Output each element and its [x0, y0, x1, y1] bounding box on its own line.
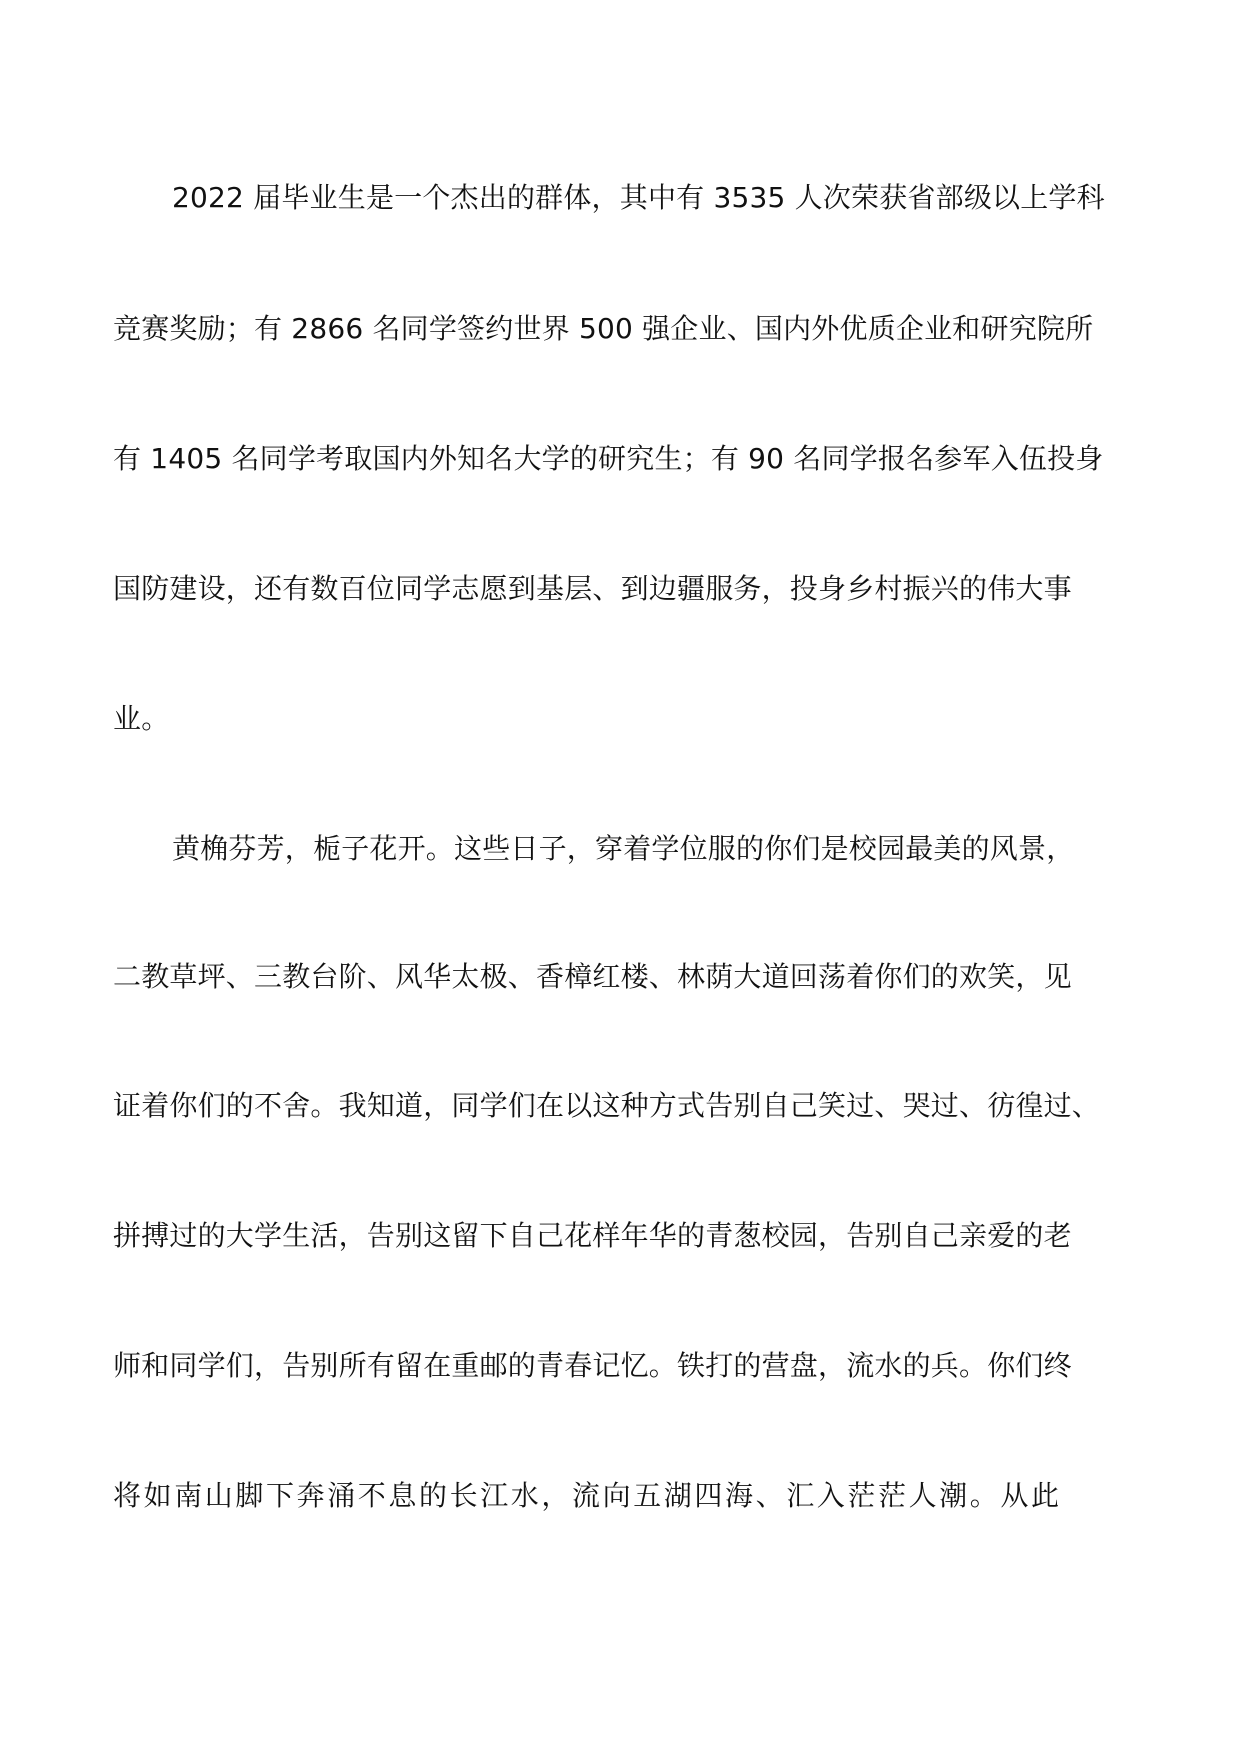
text-line: 国防建设，还有数百位同学志愿到基层、到边疆服务，投身乡村振兴的伟大事 — [113, 572, 1072, 605]
text-line: 有 1405 名同学考取国内外知名大学的研究生；有 90 名同学报名参军入伍投身 — [113, 442, 1104, 475]
text-line: 黄桷芬芳，栀子花开。这些日子，穿着学位服的你们是校园最美的风景， — [172, 832, 1075, 865]
text-line: 证着你们的不舍。我知道，同学们在以这种方式告别自己笑过、哭过、彷徨过、 — [113, 1089, 1101, 1122]
text-line: 将如南山脚下奔涌不息的长江水，流向五湖四海、汇入茫茫人潮。从此 — [113, 1479, 1062, 1512]
text-line: 师和同学们，告别所有留在重邮的青春记忆。铁打的营盘，流水的兵。你们终 — [113, 1349, 1072, 1382]
text-line: 2022 届毕业生是一个杰出的群体，其中有 3535 人次荣获省部级以上学科 — [172, 181, 1105, 214]
text-line: 业。 — [113, 702, 170, 735]
text-line: 竞赛奖励；有 2866 名同学签约世界 500 强企业、国内外优质企业和研究院所 — [113, 312, 1094, 345]
text-line: 拼搏过的大学生活，告别这留下自己花样年华的青葱校园，告别自己亲爱的老 — [113, 1219, 1072, 1252]
text-line: 二教草坪、三教台阶、风华太极、香樟红楼、林荫大道回荡着你们的欢笑，见 — [113, 960, 1072, 993]
